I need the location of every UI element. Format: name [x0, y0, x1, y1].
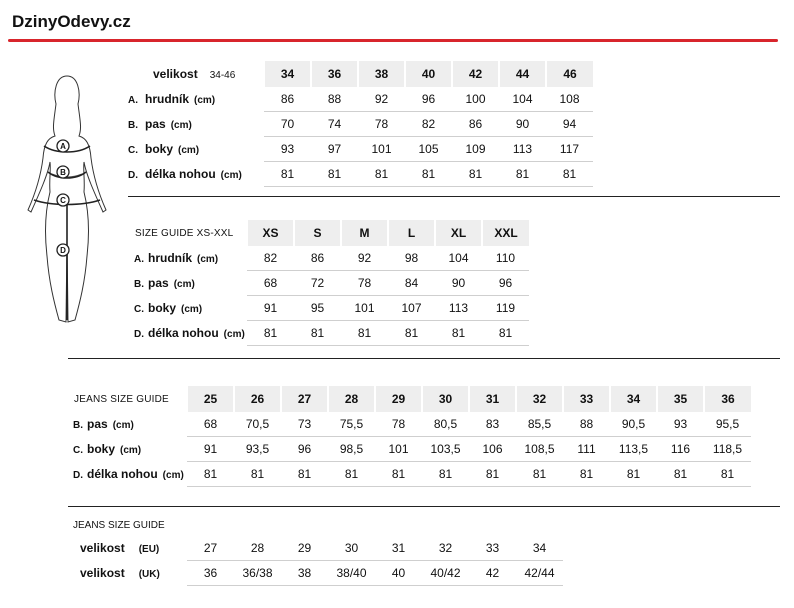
table-cell: 101: [358, 137, 405, 162]
body-measurement-figure: [22, 70, 112, 340]
table-cell: 81: [341, 321, 388, 346]
table-cell: 86: [294, 246, 341, 271]
table-cell: 91: [187, 437, 234, 462]
table-cell: 105: [405, 137, 452, 162]
table-row: [70, 462, 751, 487]
table-cell: 90: [499, 112, 546, 137]
table-cell: 108: [546, 87, 593, 112]
table-cell: 113: [499, 137, 546, 162]
table-cell: 101: [375, 437, 422, 462]
section-divider: [128, 196, 780, 197]
row-label: C. boky (cm): [73, 442, 142, 456]
marker-a-label: A: [60, 142, 66, 151]
table-cell: 100: [452, 87, 499, 112]
size-header: 34: [264, 61, 311, 87]
table-cell: 81: [499, 162, 546, 187]
table-cell: 81: [546, 162, 593, 187]
table-cell: 104: [435, 246, 482, 271]
table-cell: 36: [187, 561, 234, 586]
table-cell: 119: [482, 296, 529, 321]
table-cell: 42: [469, 561, 516, 586]
table-cell: 111: [563, 437, 610, 462]
section-divider: [68, 358, 780, 359]
row-label: D. délka nohou (cm): [134, 326, 245, 340]
table-cell: 81: [422, 462, 469, 487]
table-cell: 33: [469, 536, 516, 561]
table-cell: 113: [435, 296, 482, 321]
table-cell: 104: [499, 87, 546, 112]
table-row: [128, 137, 593, 162]
table-cell: 78: [341, 271, 388, 296]
table-cell: 42/44: [516, 561, 563, 586]
header-label-cell: velikost 34-46: [128, 61, 264, 87]
table-cell: 97: [311, 137, 358, 162]
table-cell: 93: [657, 412, 704, 437]
size-header: 36: [311, 61, 358, 87]
row-label: C. boky (cm): [128, 142, 200, 156]
table-cell: 81: [452, 162, 499, 187]
marker-b-label: B: [60, 168, 66, 177]
size-header: 28: [328, 386, 375, 412]
table-cell: 82: [247, 246, 294, 271]
table-cell: 98,5: [328, 437, 375, 462]
table-cell: 40/42: [422, 561, 469, 586]
table-row: [70, 561, 563, 586]
table-cell: 96: [405, 87, 452, 112]
table-header-row: [128, 61, 593, 87]
size-header: XS: [247, 220, 294, 246]
table-cell: 81: [405, 162, 452, 187]
table-cell: 36/38: [234, 561, 281, 586]
table-cell: 40: [375, 561, 422, 586]
table-cell: 93,5: [234, 437, 281, 462]
size-header: XL: [435, 220, 482, 246]
table-cell: 34: [516, 536, 563, 561]
table-cell: 30: [328, 536, 375, 561]
table-row: [130, 321, 529, 346]
table-cell: 68: [187, 412, 234, 437]
conversion-table-title: JEANS SIZE GUIDE: [73, 520, 165, 531]
table-row: [130, 246, 529, 271]
table-row: [128, 87, 593, 112]
table-row: [128, 162, 593, 187]
table-cell: 81: [610, 462, 657, 487]
size-header: 34: [610, 386, 657, 412]
table-cell: 91: [247, 296, 294, 321]
table-cell: 80,5: [422, 412, 469, 437]
size-header: L: [388, 220, 435, 246]
size-header: 29: [375, 386, 422, 412]
table-cell: 32: [422, 536, 469, 561]
table-cell: 75,5: [328, 412, 375, 437]
table-cell: 73: [281, 412, 328, 437]
table-cell: 101: [341, 296, 388, 321]
table-cell: 94: [546, 112, 593, 137]
size-header: 33: [563, 386, 610, 412]
table-cell: 96: [482, 271, 529, 296]
row-label: B. pas (cm): [134, 276, 195, 290]
table-title: SIZE GUIDE XS-XXL: [130, 220, 247, 246]
row-label: D. délka nohou (cm): [128, 167, 242, 181]
table-cell: 81: [388, 321, 435, 346]
brand-logo-text: DzinyOdevy.cz: [12, 12, 131, 31]
table-row: [70, 412, 751, 437]
size-header: 38: [358, 61, 405, 87]
table-row: [70, 536, 563, 561]
size-header: M: [341, 220, 388, 246]
table-cell: 81: [482, 321, 529, 346]
table-cell: 81: [358, 162, 405, 187]
size-header: 44: [499, 61, 546, 87]
table-cell: 88: [311, 87, 358, 112]
table-cell: 81: [563, 462, 610, 487]
table-cell: 90: [435, 271, 482, 296]
size-header: S: [294, 220, 341, 246]
table-header-row: [130, 220, 529, 246]
table-cell: 78: [358, 112, 405, 137]
size-header: 25: [187, 386, 234, 412]
table-row: [130, 296, 529, 321]
table-cell: 81: [264, 162, 311, 187]
row-label: C. boky (cm): [134, 301, 203, 315]
table-cell: 70,5: [234, 412, 281, 437]
table-cell: 95: [294, 296, 341, 321]
table-cell: 88: [563, 412, 610, 437]
table-cell: 108,5: [516, 437, 563, 462]
table-row: [128, 112, 593, 137]
row-label: B. pas (cm): [73, 417, 134, 432]
table-cell: 96: [281, 437, 328, 462]
table-cell: 118,5: [704, 437, 751, 462]
row-label: A. hrudník (cm): [134, 251, 219, 266]
table-cell: 83: [469, 412, 516, 437]
table-cell: 110: [482, 246, 529, 271]
table-cell: 70: [264, 112, 311, 137]
table-cell: 81: [328, 462, 375, 487]
table-header-row: [70, 386, 751, 412]
table-cell: 106: [469, 437, 516, 462]
row-label: B. pas (cm): [128, 117, 192, 131]
size-header: 46: [546, 61, 593, 87]
table-cell: 81: [469, 462, 516, 487]
size-header: 36: [704, 386, 751, 412]
size-header: 27: [281, 386, 328, 412]
row-label: velikost (EU): [80, 541, 160, 556]
table-cell: 92: [358, 87, 405, 112]
table-cell: 81: [375, 462, 422, 487]
size-header: 30: [422, 386, 469, 412]
table-cell: 81: [435, 321, 482, 346]
section-divider: [68, 506, 780, 507]
table-cell: 81: [281, 462, 328, 487]
table-cell: 81: [704, 462, 751, 487]
table-cell: 38/40: [328, 561, 375, 586]
table-cell: 93: [264, 137, 311, 162]
size-header: XXL: [482, 220, 529, 246]
jeans-size-table: [70, 386, 751, 487]
table-cell: 81: [247, 321, 294, 346]
table-cell: 81: [294, 321, 341, 346]
table-cell: 113,5: [610, 437, 657, 462]
table-cell: 38: [281, 561, 328, 586]
table-cell: 85,5: [516, 412, 563, 437]
marker-d-label: D: [60, 246, 66, 255]
size-header: 32: [516, 386, 563, 412]
table-row: [70, 437, 751, 462]
table-cell: 98: [388, 246, 435, 271]
table-cell: 92: [341, 246, 388, 271]
marker-c-label: C: [60, 196, 66, 205]
table-cell: 109: [452, 137, 499, 162]
table-cell: 81: [234, 462, 281, 487]
table-cell: 81: [187, 462, 234, 487]
table-cell: 82: [405, 112, 452, 137]
table-cell: 72: [294, 271, 341, 296]
table-cell: 81: [516, 462, 563, 487]
size-header: 26: [234, 386, 281, 412]
table-cell: 117: [546, 137, 593, 162]
size-header: 42: [452, 61, 499, 87]
table-cell: 107: [388, 296, 435, 321]
row-label: velikost (UK): [80, 566, 160, 580]
table-cell: 84: [388, 271, 435, 296]
table-cell: 78: [375, 412, 422, 437]
table-row: [130, 271, 529, 296]
size-table-xs-xxl: [130, 220, 529, 346]
size-header: 35: [657, 386, 704, 412]
size-table-34-46: [128, 61, 593, 187]
table-cell: 68: [247, 271, 294, 296]
table-cell: 81: [657, 462, 704, 487]
table-cell: 29: [281, 536, 328, 561]
table-cell: 86: [452, 112, 499, 137]
row-label: A. hrudník (cm): [128, 92, 216, 107]
table-cell: 103,5: [422, 437, 469, 462]
size-header: 31: [469, 386, 516, 412]
table-cell: 31: [375, 536, 422, 561]
table-cell: 74: [311, 112, 358, 137]
table-title: JEANS SIZE GUIDE: [70, 386, 187, 412]
header-divider: [8, 39, 778, 42]
jeans-conversion-table: [70, 536, 563, 586]
table-cell: 90,5: [610, 412, 657, 437]
table-cell: 27: [187, 536, 234, 561]
table-cell: 86: [264, 87, 311, 112]
table-cell: 81: [311, 162, 358, 187]
table-cell: 116: [657, 437, 704, 462]
table-cell: 95,5: [704, 412, 751, 437]
table-cell: 28: [234, 536, 281, 561]
row-label: D. délka nohou (cm): [73, 467, 184, 481]
size-header: 40: [405, 61, 452, 87]
